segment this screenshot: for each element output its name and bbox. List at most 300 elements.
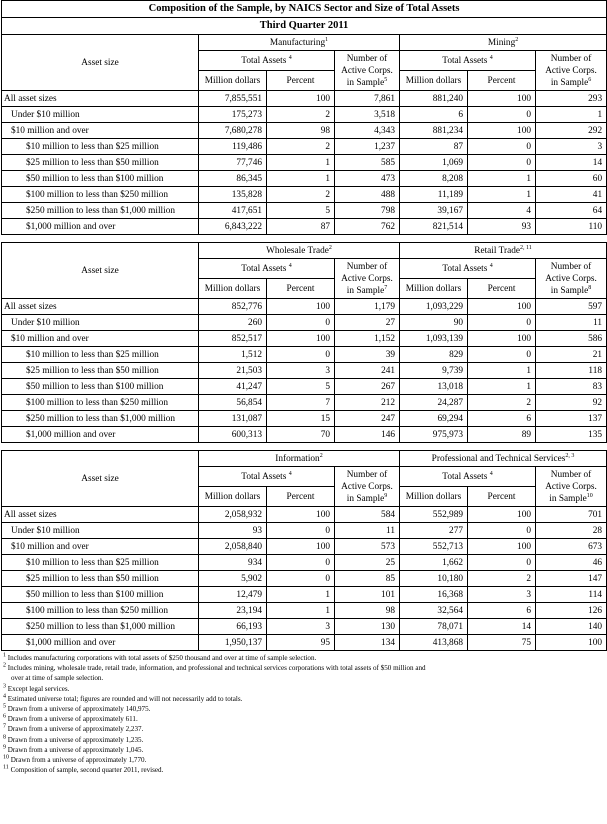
total-assets-header xyxy=(199,467,335,487)
table-gap xyxy=(0,443,607,450)
table-cell: 3 xyxy=(468,587,536,603)
corps-line-3: in Sample xyxy=(346,77,385,88)
sector-table xyxy=(1,242,607,443)
table-cell: 14 xyxy=(468,619,536,635)
table-row xyxy=(2,523,607,539)
table-cell: 5 xyxy=(267,203,335,219)
sector-sup: 2 xyxy=(319,452,323,459)
table-row xyxy=(2,91,607,107)
footnote xyxy=(3,704,607,714)
table-row xyxy=(2,203,607,219)
table-cell: 7,680,278 xyxy=(199,123,267,139)
table-cell: 100 xyxy=(267,91,335,107)
footnote-text: Includes manufacturing corporations with total assets of $250 thousand and over at time of sample selection. xyxy=(7,654,317,662)
table-cell: 16,368 xyxy=(400,587,468,603)
corps-line-2: Active Corps. xyxy=(545,481,597,492)
sector-sup: 2 xyxy=(328,244,332,251)
table-row xyxy=(2,363,607,379)
table-row xyxy=(2,555,607,571)
footnote xyxy=(3,694,607,704)
table-cell: 1 xyxy=(267,603,335,619)
sector-table xyxy=(1,450,607,651)
table-cell: 135,828 xyxy=(199,187,267,203)
total-assets-sup: 4 xyxy=(489,262,493,269)
total-assets-sup: 4 xyxy=(288,470,292,477)
table-cell: 0 xyxy=(267,571,335,587)
table-row xyxy=(2,139,607,155)
sector-header-left xyxy=(199,243,400,259)
sector-sup: 2 xyxy=(515,36,519,43)
table-cell: 100 xyxy=(468,507,536,523)
sector-name: Professional and Technical Services xyxy=(431,453,566,464)
table-cell: 0 xyxy=(468,347,536,363)
table-cell: 0 xyxy=(468,315,536,331)
asset-size-header: Asset size xyxy=(2,243,199,299)
table-row xyxy=(2,171,607,187)
table-row xyxy=(2,571,607,587)
table-cell: 673 xyxy=(536,539,607,555)
table-cell: 75 xyxy=(468,635,536,651)
footnote xyxy=(3,755,607,765)
sector-header-right xyxy=(400,35,607,51)
corps-sup: 6 xyxy=(588,76,592,83)
table-cell: 267 xyxy=(335,379,400,395)
footnote xyxy=(3,653,607,663)
footnote-text: Includes mining, wholesale trade, retail trade, information, and professional and technical services corporations with total assets of $50 million and xyxy=(7,664,426,673)
corps-line-1: Number of xyxy=(550,53,592,64)
title-row xyxy=(2,18,607,35)
corps-line-1: Number of xyxy=(346,53,388,64)
table-row xyxy=(2,635,607,651)
table-cell: 27 xyxy=(335,315,400,331)
million-dollars-header: Million dollars xyxy=(199,487,267,507)
corps-header xyxy=(536,467,607,507)
table-cell: 119,486 xyxy=(199,139,267,155)
table-cell: 0 xyxy=(468,523,536,539)
table-cell: 100 xyxy=(468,331,536,347)
table-cell: 1,152 xyxy=(335,331,400,347)
table-row xyxy=(2,603,607,619)
table-cell: 100 xyxy=(267,299,335,315)
table-cell: 1,662 xyxy=(400,555,468,571)
table-cell: 881,240 xyxy=(400,91,468,107)
table-row xyxy=(2,379,607,395)
row-label: $10 million and over xyxy=(2,331,199,347)
footnote-text: Drawn from a universe of approximately 1,045. xyxy=(7,745,144,754)
table-cell: 175,273 xyxy=(199,107,267,123)
table-cell: 3 xyxy=(267,619,335,635)
table-cell: 573 xyxy=(335,539,400,555)
row-label: $50 million to less than $100 million xyxy=(2,587,199,603)
footnote-sup: 3 xyxy=(3,683,6,690)
table-cell: 13,018 xyxy=(400,379,468,395)
total-assets-label: Total Assets xyxy=(442,55,488,66)
table-cell: 23,194 xyxy=(199,603,267,619)
table-cell: 293 xyxy=(536,91,607,107)
table-cell: 934 xyxy=(199,555,267,571)
total-assets-header xyxy=(400,467,536,487)
sector-name: Wholesale Trade xyxy=(266,245,329,256)
sector-name: Manufacturing xyxy=(269,37,326,48)
table-cell: 0 xyxy=(468,107,536,123)
table-cell: 64 xyxy=(536,203,607,219)
table-cell: 69,294 xyxy=(400,411,468,427)
row-label: All asset sizes xyxy=(2,91,199,107)
corps-line-1: Number of xyxy=(346,261,388,272)
table-cell: 0 xyxy=(468,555,536,571)
table-cell: 0 xyxy=(267,523,335,539)
row-label: $1,000 million and over xyxy=(2,219,199,235)
footnote-sup: 4 xyxy=(3,693,6,700)
table-cell: 1,950,137 xyxy=(199,635,267,651)
table-cell: 100 xyxy=(536,635,607,651)
total-assets-sup: 4 xyxy=(288,262,292,269)
table-cell: 798 xyxy=(335,203,400,219)
corps-line-3: in Sample xyxy=(550,285,589,296)
table-cell: 821,514 xyxy=(400,219,468,235)
sector-sup: 2, 11 xyxy=(519,244,532,251)
table-cell: 6,843,222 xyxy=(199,219,267,235)
table-cell: 41,247 xyxy=(199,379,267,395)
sector-sup: 2, 3 xyxy=(565,452,575,459)
footnote-sup: 1 xyxy=(3,652,6,659)
table-cell: 11,189 xyxy=(400,187,468,203)
table-cell: 1,237 xyxy=(335,139,400,155)
total-assets-label: Total Assets xyxy=(442,263,488,274)
table-cell: 1 xyxy=(267,587,335,603)
table-cell: 413,868 xyxy=(400,635,468,651)
table-cell: 14 xyxy=(536,155,607,171)
table-cell: 89 xyxy=(468,427,536,443)
footnote-sup: 5 xyxy=(3,703,6,710)
table-cell: 0 xyxy=(267,347,335,363)
table-cell: 95 xyxy=(267,635,335,651)
table-row xyxy=(2,331,607,347)
table-row xyxy=(2,299,607,315)
table-cell: 41 xyxy=(536,187,607,203)
row-label: $10 million to less than $25 million xyxy=(2,347,199,363)
table-cell: 98 xyxy=(335,603,400,619)
footnote-text: Drawn from a universe of approximately 1,235. xyxy=(7,735,144,744)
table-cell: 5 xyxy=(267,379,335,395)
table-cell: 10,180 xyxy=(400,571,468,587)
corps-line-1: Number of xyxy=(346,469,388,480)
footnote xyxy=(3,724,607,734)
table-cell: 852,776 xyxy=(199,299,267,315)
table-cell: 100 xyxy=(267,331,335,347)
table-cell: 2,058,840 xyxy=(199,539,267,555)
row-label: $25 million to less than $50 million xyxy=(2,571,199,587)
table-cell: 5,902 xyxy=(199,571,267,587)
table-row xyxy=(2,155,607,171)
table-row xyxy=(2,123,607,139)
table-cell: 881,234 xyxy=(400,123,468,139)
table-cell: 11 xyxy=(335,523,400,539)
row-label: $250 million to less than $1,000 million xyxy=(2,619,199,635)
table-cell: 137 xyxy=(536,411,607,427)
footnote-continuation: over at time of sample selection. xyxy=(11,674,104,683)
footnote-sup: 11 xyxy=(3,764,9,771)
row-label: Under $10 million xyxy=(2,523,199,539)
table-cell: 114 xyxy=(536,587,607,603)
table-cell: 260 xyxy=(199,315,267,331)
total-assets-sup: 4 xyxy=(288,54,292,61)
table-row xyxy=(2,395,607,411)
asset-size-header: Asset size xyxy=(2,35,199,91)
table-cell: 100 xyxy=(468,299,536,315)
table-cell: 131,087 xyxy=(199,411,267,427)
corps-line-3: in Sample xyxy=(346,493,385,504)
million-dollars-header: Million dollars xyxy=(199,279,267,299)
footnote-text: Except legal services. xyxy=(7,684,70,693)
table-cell: 701 xyxy=(536,507,607,523)
footnote xyxy=(3,745,607,755)
table-row xyxy=(2,587,607,603)
table-cell: 7,861 xyxy=(335,91,400,107)
table-row xyxy=(2,315,607,331)
row-label: $25 million to less than $50 million xyxy=(2,363,199,379)
table-cell: 24,287 xyxy=(400,395,468,411)
percent-header: Percent xyxy=(267,279,335,299)
table-cell: 1 xyxy=(267,155,335,171)
table-cell: 28 xyxy=(536,523,607,539)
footnote-text: Drawn from a universe of approximately 140,975. xyxy=(7,705,151,714)
footnote-text: Drawn from a universe of approximately 2,237. xyxy=(7,725,144,734)
million-dollars-header: Million dollars xyxy=(400,279,468,299)
total-assets-header xyxy=(199,51,335,71)
table-cell: 93 xyxy=(468,219,536,235)
row-label: $10 million and over xyxy=(2,539,199,555)
sector-header-left xyxy=(199,35,400,51)
table-row xyxy=(2,411,607,427)
table-cell: 25 xyxy=(335,555,400,571)
row-label: $1,000 million and over xyxy=(2,635,199,651)
table-cell: 100 xyxy=(468,539,536,555)
percent-header: Percent xyxy=(267,71,335,91)
footnote-sup: 2 xyxy=(3,662,6,669)
footnote xyxy=(3,684,607,694)
footnote xyxy=(3,663,607,673)
table-cell: 147 xyxy=(536,571,607,587)
row-label: Under $10 million xyxy=(2,315,199,331)
table-cell: 87 xyxy=(267,219,335,235)
total-assets-label: Total Assets xyxy=(241,55,287,66)
table-gap xyxy=(0,235,607,242)
table-row xyxy=(2,107,607,123)
row-label: All asset sizes xyxy=(2,299,199,315)
table-cell: 7 xyxy=(267,395,335,411)
table-cell: 6 xyxy=(400,107,468,123)
corps-line-1: Number of xyxy=(550,469,592,480)
table-cell: 552,713 xyxy=(400,539,468,555)
sector-name: Mining xyxy=(487,37,516,48)
table-cell: 1 xyxy=(468,363,536,379)
table-cell: 3 xyxy=(536,139,607,155)
footnote xyxy=(3,765,607,775)
table-cell: 100 xyxy=(468,91,536,107)
table-cell: 70 xyxy=(267,427,335,443)
table-cell: 600,313 xyxy=(199,427,267,443)
footnote-text: Drawn from a universe of approximately 1,770. xyxy=(10,756,147,765)
footnote-sup: 8 xyxy=(3,734,6,741)
table-cell: 60 xyxy=(536,171,607,187)
table-cell: 417,651 xyxy=(199,203,267,219)
table-cell: 1,093,139 xyxy=(400,331,468,347)
row-label: $50 million to less than $100 million xyxy=(2,171,199,187)
table-cell: 87 xyxy=(400,139,468,155)
table-cell: 1,512 xyxy=(199,347,267,363)
table-cell: 100 xyxy=(267,539,335,555)
table-cell: 4,343 xyxy=(335,123,400,139)
footnote xyxy=(3,735,607,745)
table-cell: 110 xyxy=(536,219,607,235)
million-dollars-header: Million dollars xyxy=(400,487,468,507)
table-row xyxy=(2,507,607,523)
row-label: $100 million to less than $250 million xyxy=(2,187,199,203)
asset-size-header: Asset size xyxy=(2,451,199,507)
row-label: $100 million to less than $250 million xyxy=(2,603,199,619)
million-dollars-header: Million dollars xyxy=(199,71,267,91)
table-cell: 93 xyxy=(199,523,267,539)
footnote-text: Drawn from a universe of approximately 611. xyxy=(7,715,138,724)
table-cell: 3,518 xyxy=(335,107,400,123)
row-label: Under $10 million xyxy=(2,107,199,123)
table-cell: 1 xyxy=(536,107,607,123)
table-cell: 1 xyxy=(468,379,536,395)
table-cell: 0 xyxy=(468,155,536,171)
table-row xyxy=(2,219,607,235)
row-label: $250 million to less than $1,000 million xyxy=(2,203,199,219)
row-label: $10 million and over xyxy=(2,123,199,139)
table-cell: 134 xyxy=(335,635,400,651)
table-cell: 597 xyxy=(536,299,607,315)
table-cell: 1 xyxy=(468,187,536,203)
footnote-text: Estimated universe total; figures are rounded and will not necessarily add to totals. xyxy=(7,694,243,703)
footnote-sup: 7 xyxy=(3,724,6,731)
footnote-sup: 6 xyxy=(3,713,6,720)
table-cell: 247 xyxy=(335,411,400,427)
total-assets-header xyxy=(199,259,335,279)
table-row xyxy=(2,187,607,203)
table-subtitle: Third Quarter 2011 xyxy=(2,18,607,35)
table-cell: 21 xyxy=(536,347,607,363)
table-cell: 1,179 xyxy=(335,299,400,315)
sector-header-right xyxy=(400,451,607,467)
table-cell: 9,739 xyxy=(400,363,468,379)
table-cell: 2 xyxy=(267,187,335,203)
table-cell: 292 xyxy=(536,123,607,139)
corps-header xyxy=(335,51,400,91)
table-cell: 1,093,229 xyxy=(400,299,468,315)
table-cell: 66,193 xyxy=(199,619,267,635)
table-cell: 77,746 xyxy=(199,155,267,171)
total-assets-label: Total Assets xyxy=(241,471,287,482)
row-label: $25 million to less than $50 million xyxy=(2,155,199,171)
table-cell: 12,479 xyxy=(199,587,267,603)
footnote-sup: 9 xyxy=(3,744,6,751)
table-cell: 1 xyxy=(267,171,335,187)
table-cell: 101 xyxy=(335,587,400,603)
table-cell: 584 xyxy=(335,507,400,523)
table-row xyxy=(2,427,607,443)
corps-header xyxy=(335,259,400,299)
table-cell: 21,503 xyxy=(199,363,267,379)
table-cell: 2 xyxy=(267,107,335,123)
row-label: $250 million to less than $1,000 million xyxy=(2,411,199,427)
row-label: $50 million to less than $100 million xyxy=(2,379,199,395)
table-cell: 78,071 xyxy=(400,619,468,635)
table-cell: 277 xyxy=(400,523,468,539)
corps-line-2: Active Corps. xyxy=(341,481,393,492)
total-assets-sup: 4 xyxy=(489,54,493,61)
table-cell: 130 xyxy=(335,619,400,635)
table-cell: 7,855,551 xyxy=(199,91,267,107)
table-cell: 146 xyxy=(335,427,400,443)
total-assets-sup: 4 xyxy=(489,470,493,477)
table-cell: 212 xyxy=(335,395,400,411)
table-row xyxy=(2,539,607,555)
sector-name: Information xyxy=(275,453,320,464)
percent-header: Percent xyxy=(468,71,536,91)
header-row xyxy=(2,243,607,259)
table-cell: 0 xyxy=(267,555,335,571)
row-label: $1,000 million and over xyxy=(2,427,199,443)
table-cell: 3 xyxy=(267,363,335,379)
table-title: Composition of the Sample, by NAICS Sector and Size of Total Assets xyxy=(2,1,607,18)
corps-sup: 9 xyxy=(384,492,388,499)
table-cell: 135 xyxy=(536,427,607,443)
row-label: $10 million to less than $25 million xyxy=(2,139,199,155)
percent-header: Percent xyxy=(468,279,536,299)
table-cell: 241 xyxy=(335,363,400,379)
table-cell: 90 xyxy=(400,315,468,331)
table-cell: 762 xyxy=(335,219,400,235)
row-label: All asset sizes xyxy=(2,507,199,523)
title-row xyxy=(2,1,607,18)
table-cell: 1 xyxy=(468,171,536,187)
table-cell: 4 xyxy=(468,203,536,219)
total-assets-header xyxy=(400,51,536,71)
corps-header xyxy=(536,51,607,91)
table-row xyxy=(2,347,607,363)
table-cell: 6 xyxy=(468,411,536,427)
table-cell: 975,973 xyxy=(400,427,468,443)
corps-sup: 8 xyxy=(588,284,592,291)
table-cell: 83 xyxy=(536,379,607,395)
sector-header-right xyxy=(400,243,607,259)
table-cell: 0 xyxy=(267,315,335,331)
table-cell: 586 xyxy=(536,331,607,347)
total-assets-label: Total Assets xyxy=(442,471,488,482)
table-cell: 6 xyxy=(468,603,536,619)
corps-line-2: Active Corps. xyxy=(341,273,393,284)
total-assets-header xyxy=(400,259,536,279)
table-cell: 585 xyxy=(335,155,400,171)
footnotes xyxy=(3,653,607,775)
percent-header: Percent xyxy=(468,487,536,507)
sector-name: Retail Trade xyxy=(474,245,520,256)
footnote xyxy=(3,714,607,724)
table-cell: 0 xyxy=(468,139,536,155)
header-row xyxy=(2,451,607,467)
sector-table xyxy=(1,0,607,235)
table-cell: 100 xyxy=(468,123,536,139)
table-cell: 15 xyxy=(267,411,335,427)
table-cell: 98 xyxy=(267,123,335,139)
corps-line-1: Number of xyxy=(550,261,592,272)
table-cell: 39,167 xyxy=(400,203,468,219)
corps-line-2: Active Corps. xyxy=(545,65,597,76)
